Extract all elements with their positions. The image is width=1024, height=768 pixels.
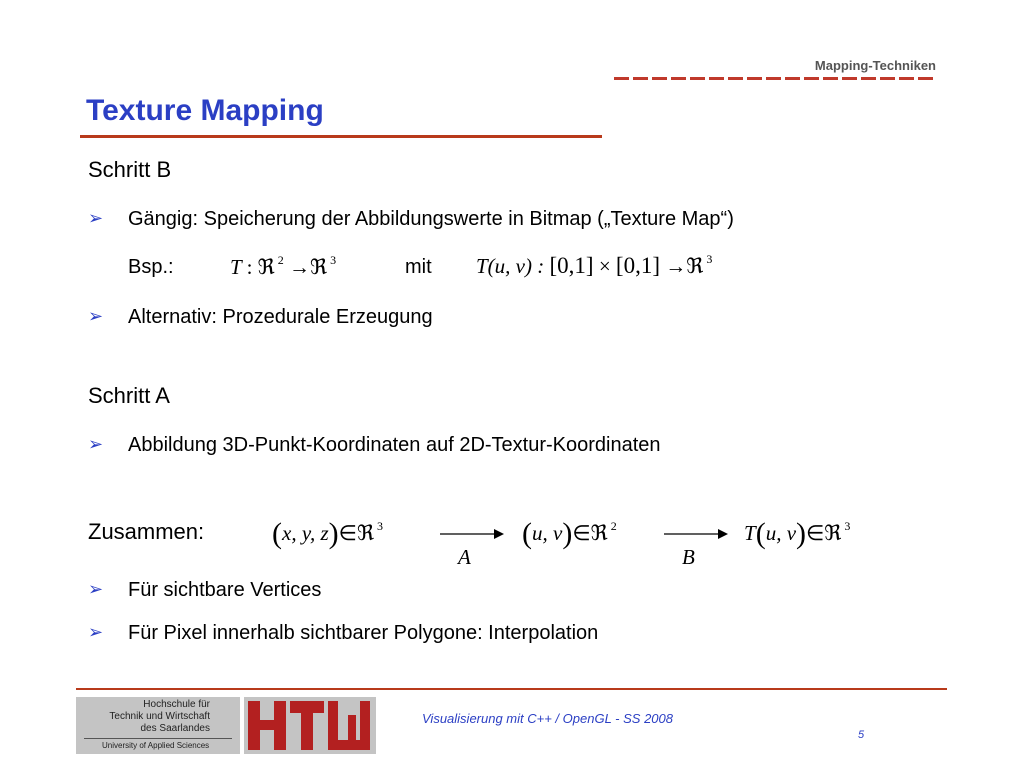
section-dashed-rule [614,77,937,80]
bullet-text: Alternativ: Prozedurale Erzeugung [128,306,433,328]
bullet-text: Gängig: Speicherung der Abbildungswerte in Bitmap („Texture Map“) [128,208,734,230]
bullet-item [88,208,734,231]
arrow-b-label: B [682,545,695,569]
bullet-text: Abbildung 3D-Punkt-Koordinaten auf 2D-Textur-Koordinaten [128,434,661,456]
arrowhead-bullet-icon: ➢ [88,434,104,454]
expr-xyz-in-r3: (x, y, z)∈ℜ $^3$ [272,517,384,550]
formula-t-r2-r3: T : ℜ $^2$ →ℜ $^3$ [230,253,337,279]
mit-label: mit [405,256,432,278]
arrowhead-bullet-icon: ➢ [88,579,104,599]
footer-course-text: Visualisierung mit C++ / OpenGL - SS 2008 [422,711,673,726]
page-number: 5 [858,729,865,741]
bullet-item [88,306,433,329]
arrowhead-bullet-icon: ➢ [88,622,104,642]
bullet-item [88,579,322,602]
section-label: Mapping-Techniken [814,58,936,73]
arrow-a-label: A [458,545,471,569]
expr-uv-in-r2: (u, v)∈ℜ $^2$ [522,517,617,550]
arrowhead-bullet-icon: ➢ [88,208,104,228]
bullet-text: Für sichtbare Vertices [128,579,322,601]
title-underline [80,135,602,138]
heading-zusammen: Zusammen: [88,519,205,544]
bsp-label: Bsp.: [128,256,174,278]
university-logo-text: Hochschule für Technik und Wirtschaft des Saarlandes University of Applied Sciences [76,697,240,754]
formula-t-uv-domain: T(u, v) : [0,1] × [0,1] →ℜ $^3$ [476,252,713,278]
expr-tuv-in-r3: T(u, v)∈ℜ $^3$ [744,517,851,550]
arrow-a-icon [440,528,504,540]
htw-logo-icon [244,697,376,754]
heading-schritt-b: Schritt B [88,157,172,182]
heading-schritt-a: Schritt A [88,383,170,408]
arrowhead-bullet-icon: ➢ [88,306,104,326]
bullet-item [88,434,661,457]
bullet-item [88,622,599,645]
footer-rule [76,688,947,690]
arrow-b-icon [664,528,728,540]
bullet-text: Für Pixel innerhalb sichtbarer Polygone: Interpolation [128,622,599,644]
slide-title: Texture Mapping [86,94,324,127]
